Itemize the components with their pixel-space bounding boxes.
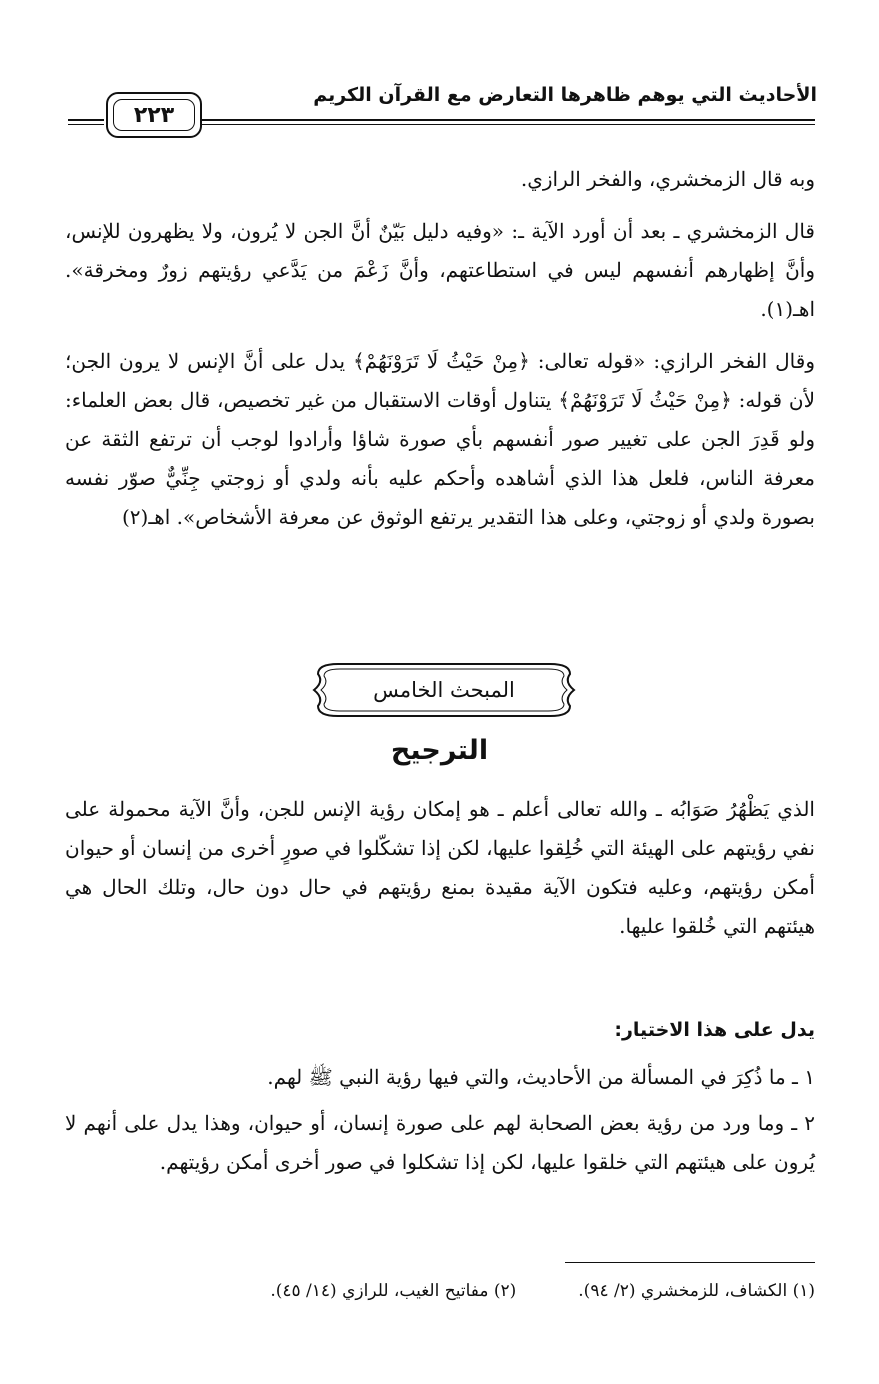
paragraph-zamakhshari-quote: قال الزمخشري ـ بعد أن أورد الآية ـ: «وفيه دليل بَيّنٌ أنَّ الجن لا يُرون، ولا يظهرون للإنس، وأنَّ إظهارهم أنفسهم ليس في استطاعتهم، وأنَّ زَعْمَ من يَدَّعي رؤيتهم زورٌ ومخرقة». اهـ(١). xyxy=(65,219,815,321)
running-title: الأحاديث التي يوهم ظاهرها التعارض مع القرآن الكريم xyxy=(313,84,817,106)
page-number: ٢٢٣ xyxy=(113,99,195,131)
header-rule xyxy=(200,119,815,125)
list-item-2: ٢ ـ وما ورد من رؤية بعض الصحابة لهم على صورة إنسان، أو حيوان، وهذا يدل على أنهم لا يُرون على هيئتهم التي خلقوا عليها، لكن إذا تشكلوا في صور أخرى أمكن رؤيتهم. xyxy=(65,1111,815,1174)
section-label: المبحث الخامس xyxy=(373,678,515,702)
footnote-1: (١) الكشاف، للزمخشري (٢/ ٩٤). xyxy=(578,1281,815,1301)
header-rule-left xyxy=(68,119,104,125)
footnote-divider xyxy=(565,1262,815,1263)
list-item-1: ١ ـ ما ذُكِرَ في المسألة من الأحاديث، والتي فيها رؤية النبي ﷺ لهم. xyxy=(267,1065,815,1089)
page-number-frame xyxy=(106,92,202,138)
paragraph-1: وبه قال الزمخشري، والفخر الرازي. xyxy=(520,167,815,191)
subheading: يدل على هذا الاختيار: xyxy=(614,1019,815,1041)
footnotes xyxy=(65,1276,815,1306)
section-cartouche xyxy=(308,660,580,720)
section-title: الترجيح xyxy=(390,735,489,766)
footnote-2: (٢) مفاتيح الغيب، للرازي (١٤/ ٤٥). xyxy=(270,1281,517,1301)
paragraph-razi-quote: وقال الفخر الرازي: «قوله تعالى: ﴿مِنْ حَيْثُ لَا تَرَوْنَهُمْ﴾ يدل على أنَّ الإنس لا يرون الجن؛ لأن قوله: ﴿مِنْ حَيْثُ لَا تَرَوْنَهُمْ﴾ يتناول أوقات الاستقبال من غير تخصيص، قال بعض العلماء: ولو قَدِرَ الجن على تغيير صور أنفسهم بأي صورة شاؤا وأرادوا لوجب أن ترتفع الثقة عن معرفة الناس، فلعل هذا الذي أشاهده وأحكم عليه بأنه ولدي أو زوجتي جِنِّيٌّ صوّر نفسه بصورة ولدي أو زوجتي، وعلى هذا التقدير يرتفع الوثوق عن معرفة الأشخاص». اهـ(٢) xyxy=(65,349,815,529)
paragraph-conclusion: الذي يَظْهُرُ صَوَابُه ـ والله تعالى أعلم ـ هو إمكان رؤية الإنس للجن، وأنَّ الآية محمولة على نفي رؤيتهم على الهيئة التي خُلِقوا عليها، لكن إذا تشكّلوا في صورٍ أخرى من إنسان أو حيوان أمكن رؤيتهم، وعليه فتكون الآية مقيدة بمنع رؤيتهم في حال دون حال، وتلك الحال هي هيئتهم التي خُلقوا عليها. xyxy=(65,797,815,938)
